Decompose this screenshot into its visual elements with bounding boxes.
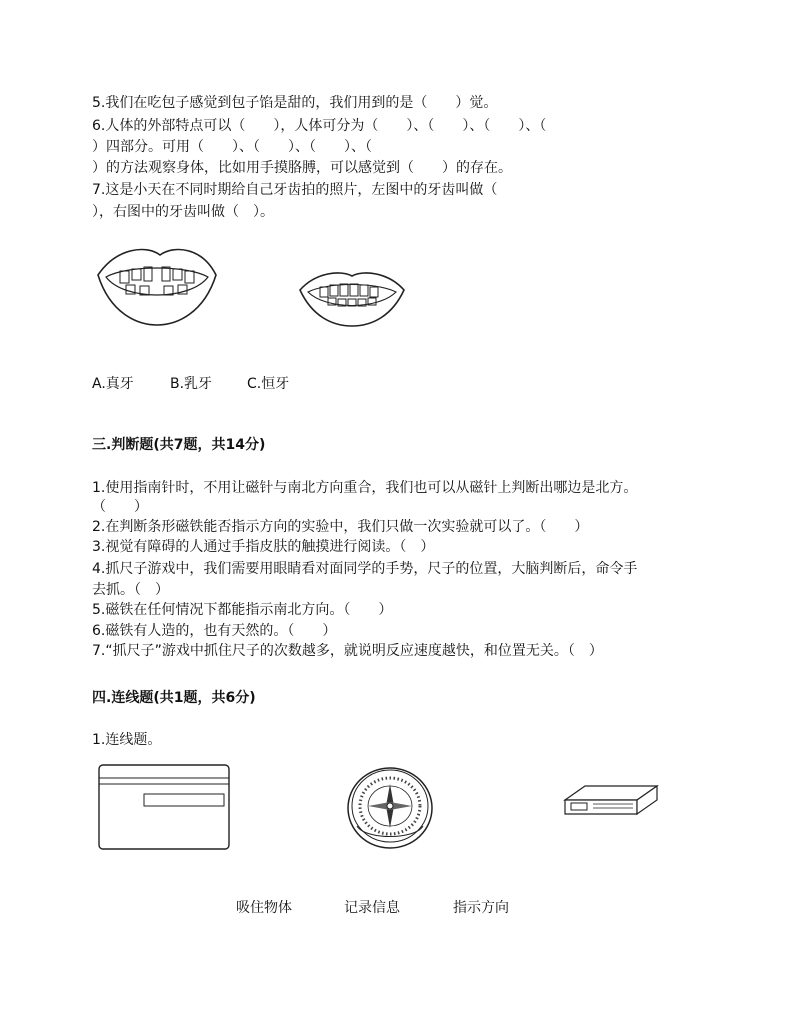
fill-q5: 5.我们在吃包子感觉到包子馅是甜的，我们用到的是（ ）觉。 xyxy=(92,95,498,111)
compass-image xyxy=(345,762,435,850)
judge-q3: 3.视觉有障碍的人通过手指皮肤的触摸进行阅读。（ ） xyxy=(92,539,435,555)
card-image xyxy=(98,764,230,850)
answer-attract: 吸住物体 xyxy=(236,900,292,916)
answer-direction: 指示方向 xyxy=(453,900,509,916)
judge-q6: 6.磁铁有人造的，也有天然的。（ ） xyxy=(92,623,337,639)
fill-q6-line1: 6.人体的外部特点可以（ ），人体可分为（ ）、（ ）、（ ）、（ xyxy=(92,118,547,134)
option-c: C.恒牙 xyxy=(247,376,290,392)
judge-q7: 7.“抓尺子”游戏中抓住尺子的次数越多，就说明反应速度越快，和位置无关。（ ） xyxy=(92,643,603,659)
fill-q7-line2: ），右图中的牙齿叫做（ ）。 xyxy=(92,204,274,220)
box-image xyxy=(563,778,659,820)
answer-record: 记录信息 xyxy=(344,900,400,916)
baby-teeth-image xyxy=(92,245,222,330)
judge-section-heading: 三.判断题(共7题，共14分) xyxy=(92,437,266,453)
match-section-heading: 四.连线题(共1题，共6分) xyxy=(92,690,256,706)
judge-q4-line1: 4.抓尺子游戏中，我们需要用眼睛看对面同学的手势，尺子的位置，大脑判断后，命令手 xyxy=(92,561,638,577)
judge-q5: 5.磁铁在任何情况下都能指示南北方向。（ ） xyxy=(92,602,393,618)
fill-q6-line2: ）四部分。可用（ ）、（ ）、（ ）、（ xyxy=(92,139,372,155)
fill-q6-line3: ）的方法观察身体，比如用手摸胳膊，可以感觉到（ ）的存在。 xyxy=(92,160,512,176)
match-question: 1.连线题。 xyxy=(92,732,162,748)
option-b: B.乳牙 xyxy=(170,376,213,392)
judge-q1-line1: 1.使用指南针时，不用让磁针与南北方向重合，我们也可以从磁针上判断出哪边是北方。 xyxy=(92,480,638,496)
option-a: A.真牙 xyxy=(92,376,134,392)
judge-q1-line2: （ ） xyxy=(92,499,148,515)
permanent-teeth-image xyxy=(296,268,408,330)
fill-q7-line1: 7.这是小天在不同时期给自己牙齿拍的照片，左图中的牙齿叫做（ xyxy=(92,182,498,198)
judge-q4-line2: 去抓。（ ） xyxy=(92,582,169,598)
judge-q2: 2.在判断条形磁铁能否指示方向的实验中，我们只做一次实验就可以了。（ ） xyxy=(92,519,589,535)
